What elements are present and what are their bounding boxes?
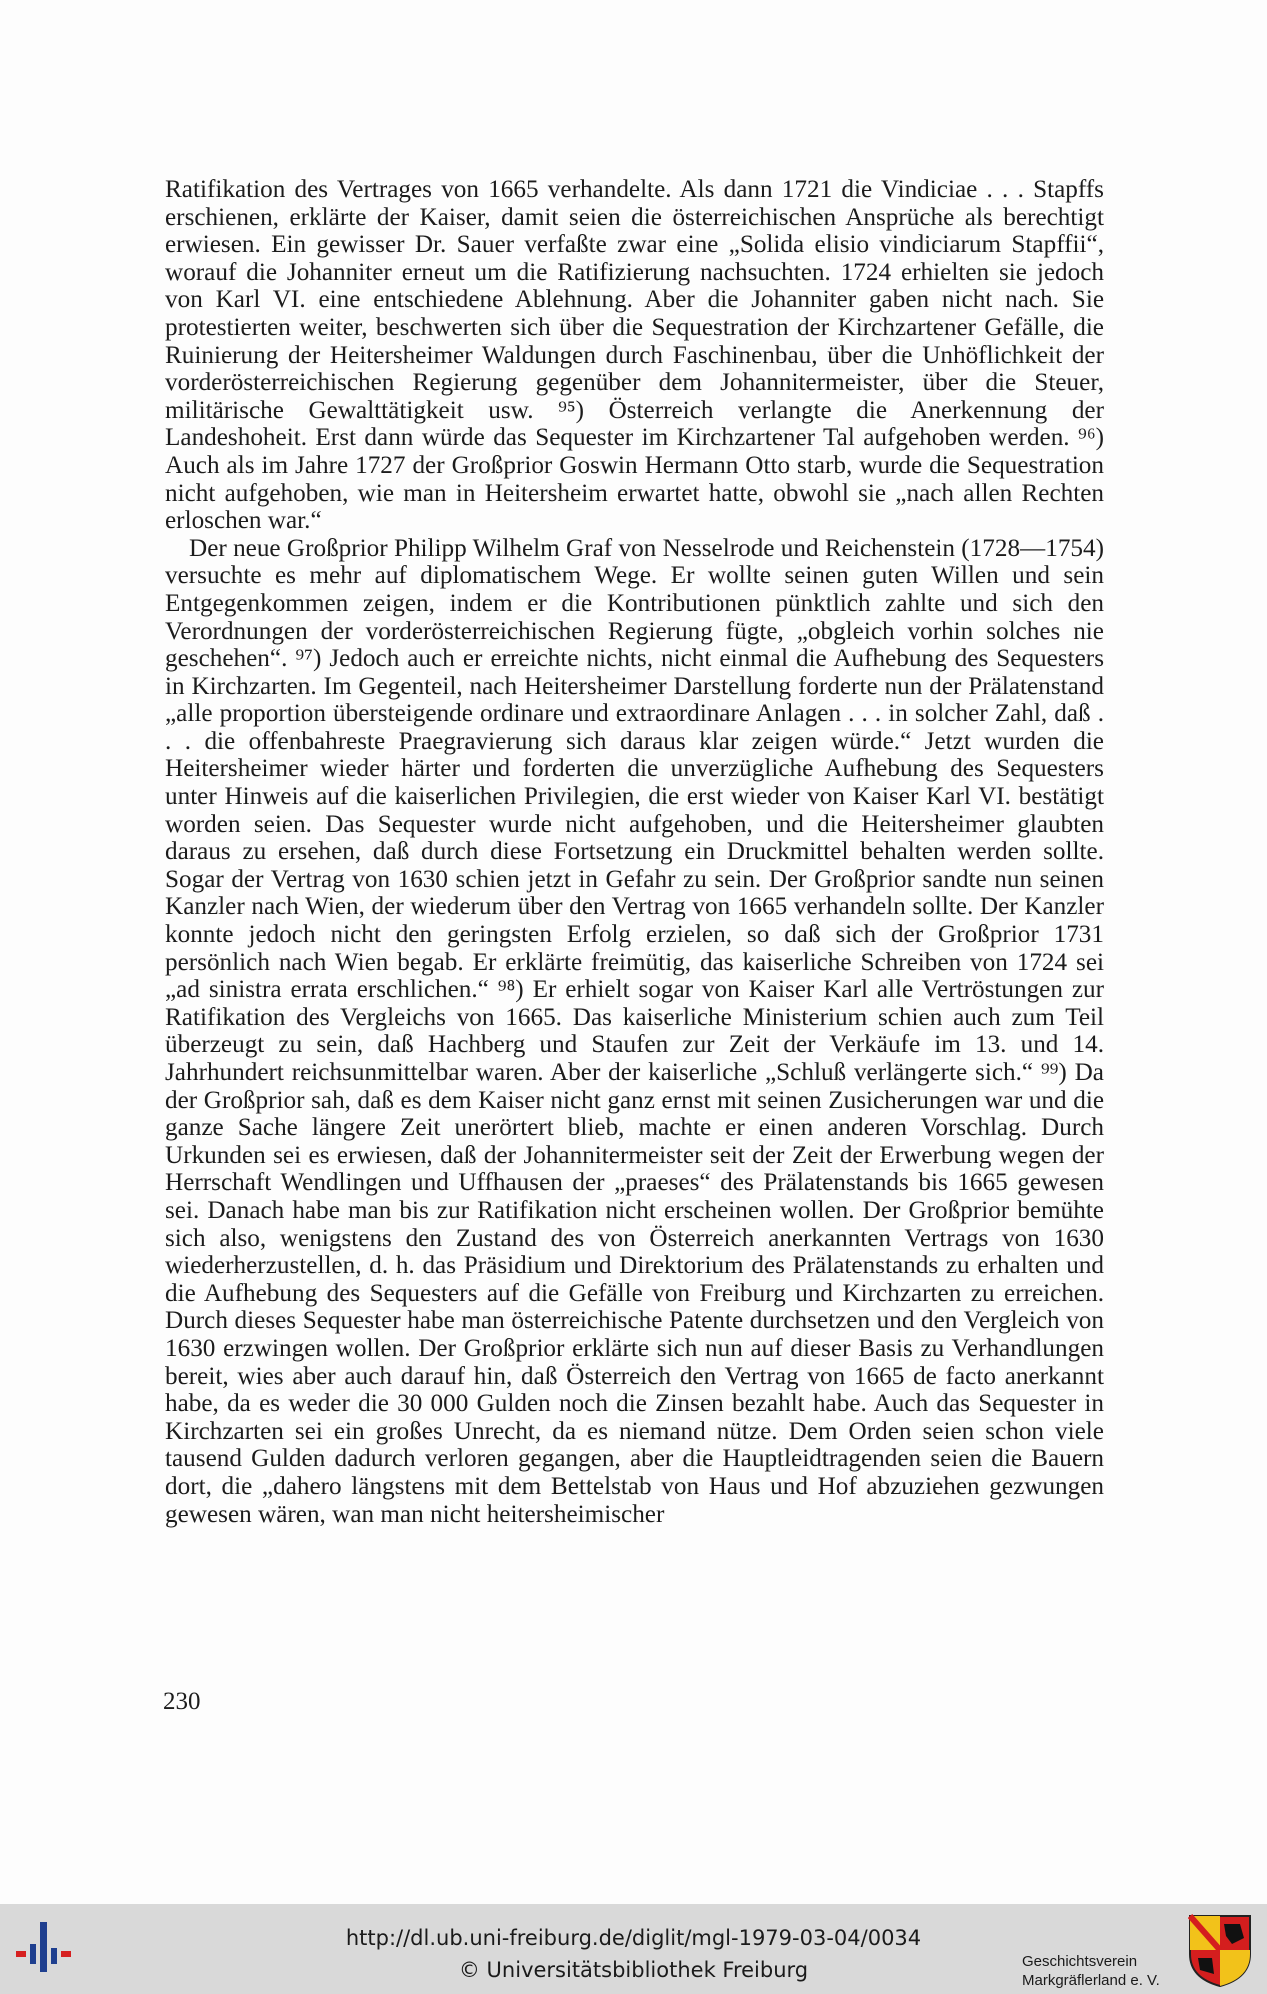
permalink[interactable]: http://dl.ub.uni-freiburg.de/diglit/mgl-1979-03-04/0034 — [345, 1926, 922, 1950]
society-name-line-2: Markgräflerland e. V. — [1022, 1972, 1160, 1989]
footer-bar — [0, 1904, 1267, 1994]
society-crest-icon — [1188, 1914, 1252, 1988]
paragraph-2: Der neue Großprior Philipp Wilhelm Graf von Nesselrode und Reichenstein (1728—1754) versuchte es mehr auf diplomatischem Wege. Er wollte seinen guten Willen und sein Entgegenkommen zeigen, indem er die Kontributionen pünktlich zahlte und sich den Verordnungen der vorderösterreichischen Regierung fügte, „obgleich vorhin solches nie geschehen“. ⁹⁷) Jedoch auch er erreichte nichts, nicht einmal die Aufhebung des Sequesters in Kirchzarten. Im Gegenteil, nach Heitersheimer Darstellung forderte nun der Prälatenstand „alle proportion übersteigende ordinare und extraordinare Anlagen . . . in solcher Zahl, daß . . . die offenbahreste Praegravierung sich daraus klar zeigen würde.“ Jetzt wurden die Heitersheimer wieder härter und forderten die unverzügliche Aufhebung des Sequesters unter Hinweis auf die kaiserlichen Privilegien, die erst wieder von Kaiser Karl VI. bestätigt worden seien. Das Sequester wurde nicht aufgehoben, und die Heitersheimer glaubten daraus zu ersehen, daß durch diese Fortsetzung ein Druckmittel behalten werden sollte. Sogar der Vertrag von 1630 schien jetzt in Gefahr zu sein. Der Großprior sandte nun seinen Kanzler nach Wien, der wiederum über den Vertrag von 1665 verhandeln sollte. Der Kanzler konnte jedoch nicht den geringsten Erfolg erzielen, so daß sich der Großprior 1731 persönlich nach Wien begab. Er erklärte freimütig, das kaiserliche Schreiben von 1724 sei „ad sinistra errata erschlichen.“ ⁹⁸) Er erhielt sogar von Kaiser Karl alle Vertröstungen zur Ratifikation des Vergleichs von 1665. Das kaiserliche Ministerium schien auch zum Teil überzeugt zu sein, daß Hachberg und Staufen zur Zeit der Verkäufe im 13. und 14. Jahrhundert reichsunmittelbar waren. Aber der kaiserliche „Schluß verlängerte sich.“ ⁹⁹) Da der Großprior sah, daß es dem Kaiser nicht ganz ernst mit seinen Zusicherungen war und die ganze Sache längere Zeit unerörtert blieb, machte er einen anderen Vorschlag. Durch Urkunden sei es erwiesen, daß der Johannitermeister seit der Zeit der Erwerbung wegen der Herrschaft Wendlingen und Uffhausen der „praeses“ des Prälatenstands bis 1665 gewesen sei. Danach habe man bis zur Ratifikation nicht erscheinen wollen. Der Großprior bemühte sich also, wenigstens den Zustand des von Österreich anerkannten Vertrags von 1630 wiederherzustellen, d. h. das Präsidium und Direktorium des Prälatenstands zu erhalten und die Aufhebung des Sequesters auf die Gefälle von Freiburg und Kirchzarten zu erreichen. Durch dieses Sequester habe man österreichische Patente durchsetzen und den Vergleich von 1630 erzwingen wollen. Der Großprior erklärte sich nun auf dieser Basis zu Verhandlungen bereit, wies aber auch darauf hin, daß Österreich den Vertrag von 1665 de facto anerkannt habe, da es weder die 30 000 Gulden noch die Zinsen bezahlt habe. Auch das Sequester in Kirchzarten sei ein großes Unrecht, da es niemand nütze. Dem Orden seien schon viele tausend Gulden dadurch verloren gegangen, aber die Hauptleidtragenden seien die Bauern dort, die „dahero längstens mit dem Bettelstab von Haus und Hof abzuziehen gezwungen gewesen wären, wan man nicht heitersheimischer — [165, 534, 1104, 1528]
body-text — [165, 176, 1104, 1528]
society-name-line-1: Geschichtsverein — [1022, 1953, 1138, 1970]
page-number: 230 — [163, 1688, 201, 1715]
paragraph-1: Ratifikation des Vertrages von 1665 verhandelte. Als dann 1721 die Vindiciae . . . Stapffs erschienen, erklärte der Kaiser, damit seien die österreichischen Ansprüche als berechtigt erwiesen. Ein gewisser Dr. Sauer verfaßte zwar eine „Solida elisio vindiciarum Stapffii“, worauf die Johanniter erneut um die Ratifizierung nachsuchten. 1724 erhielten sie jedoch von Karl VI. eine entschiedene Ablehnung. Aber die Johanniter gaben nicht nach. Sie protestierten weiter, beschwerten sich über die Sequestration der Kirchzartener Gefälle, die Ruinierung der Heitersheimer Waldungen durch Faschinenbau, über die Unhöflichkeit der vorderösterreichischen Regierung gegenüber dem Johannitermeister, über die Steuer, militärische Gewalttätigkeit usw. ⁹⁵) Österreich verlangte die Anerkennung der Landeshoheit. Erst dann würde das Sequester im Kirchzartener Tal aufgehoben werden. ⁹⁶) Auch als im Jahre 1727 der Großprior Goswin Hermann Otto starb, wurde die Sequestration nicht aufgehoben, wie man in Heitersheim erwartet hatte, obwohl sie „nach allen Rechten erloschen war.“ — [165, 176, 1104, 535]
society-name — [1022, 1952, 1160, 1990]
copyright: © Universitätsbibliothek Freiburg — [458, 1958, 809, 1982]
